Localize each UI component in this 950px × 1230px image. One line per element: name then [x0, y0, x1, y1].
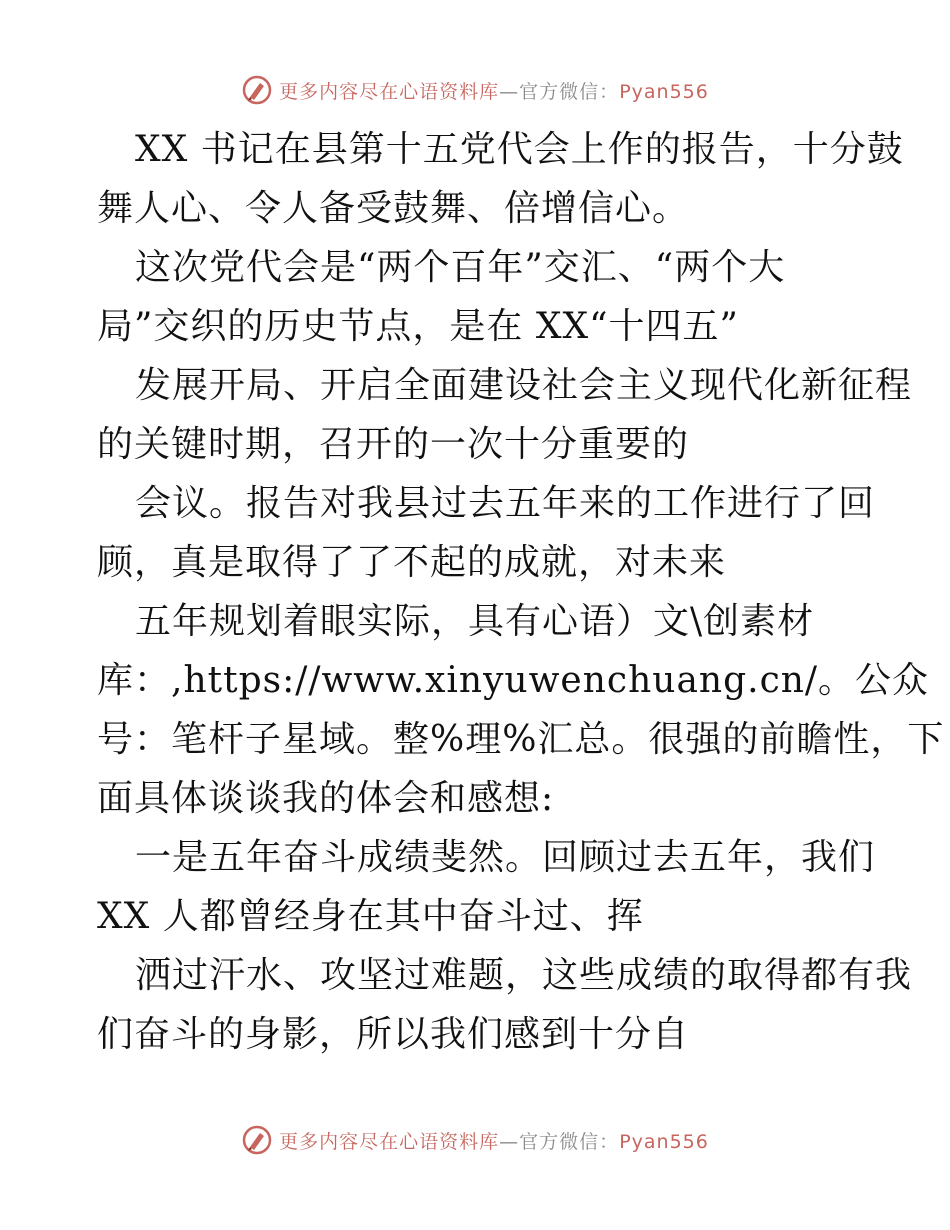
document-body [97, 120, 945, 1064]
watermark-wechat-id: Pyan556 [619, 1130, 709, 1153]
watermark-text [279, 1127, 709, 1154]
watermark-wechat-label: 官方微信： [519, 1130, 620, 1153]
watermark-brand: 更多内容尽在心语资料库 [279, 80, 500, 103]
text-line: 顾，真是取得了了不起的成就，对未来 [97, 542, 727, 583]
watermark-wechat-id: Pyan556 [619, 80, 709, 103]
text-line: 洒过汗水、攻坚过难题，这些成绩的取得都有我 [135, 955, 913, 996]
watermark-wechat-label: 官方微信： [519, 80, 620, 103]
text-line: 号：笔杆子星域。整%理%汇总。很强的前瞻性，下 [97, 719, 945, 760]
text-line: XX 人都曾经身在其中奋斗过、挥 [97, 896, 644, 937]
text-line: 五年规划着眼实际，具有心语）文\创素材 [135, 601, 815, 642]
watermark-text [279, 77, 709, 104]
watermark-separator: — [499, 80, 520, 103]
text-line: 舞人心、令人备受鼓舞、倍增信心。 [97, 188, 690, 229]
header-watermark [0, 70, 950, 110]
text-line: 发展开局、开启全面建设社会主义现代化新征程 [135, 365, 913, 406]
text-line: 一是五年奋斗成绩斐然。回顾过去五年，我们 [135, 837, 876, 878]
text-line: 局”交织的历史节点，是在 XX“十四五” [97, 306, 739, 347]
footer-watermark [0, 1120, 950, 1160]
text-line: 的关键时期，召开的一次十分重要的 [97, 424, 690, 465]
text-line: XX 书记在县第十五党代会上作的报告，十分鼓 [135, 129, 904, 170]
pen-nib-logo-icon [241, 1124, 273, 1156]
watermark-brand: 更多内容尽在心语资料库 [279, 1130, 500, 1153]
text-line: 这次党代会是“两个百年”交汇、“两个大 [135, 247, 786, 288]
text-line: 库：,https://www.xinyuwenchuang.cn/。公众 [97, 660, 930, 701]
text-line: 会议。报告对我县过去五年来的工作进行了回 [135, 483, 876, 524]
text-line: 面具体谈谈我的体会和感想: [97, 778, 555, 819]
watermark-separator: — [499, 1130, 520, 1153]
pen-nib-logo-icon [241, 74, 273, 106]
text-line: 们奋斗的身影，所以我们感到十分自 [97, 1014, 690, 1055]
